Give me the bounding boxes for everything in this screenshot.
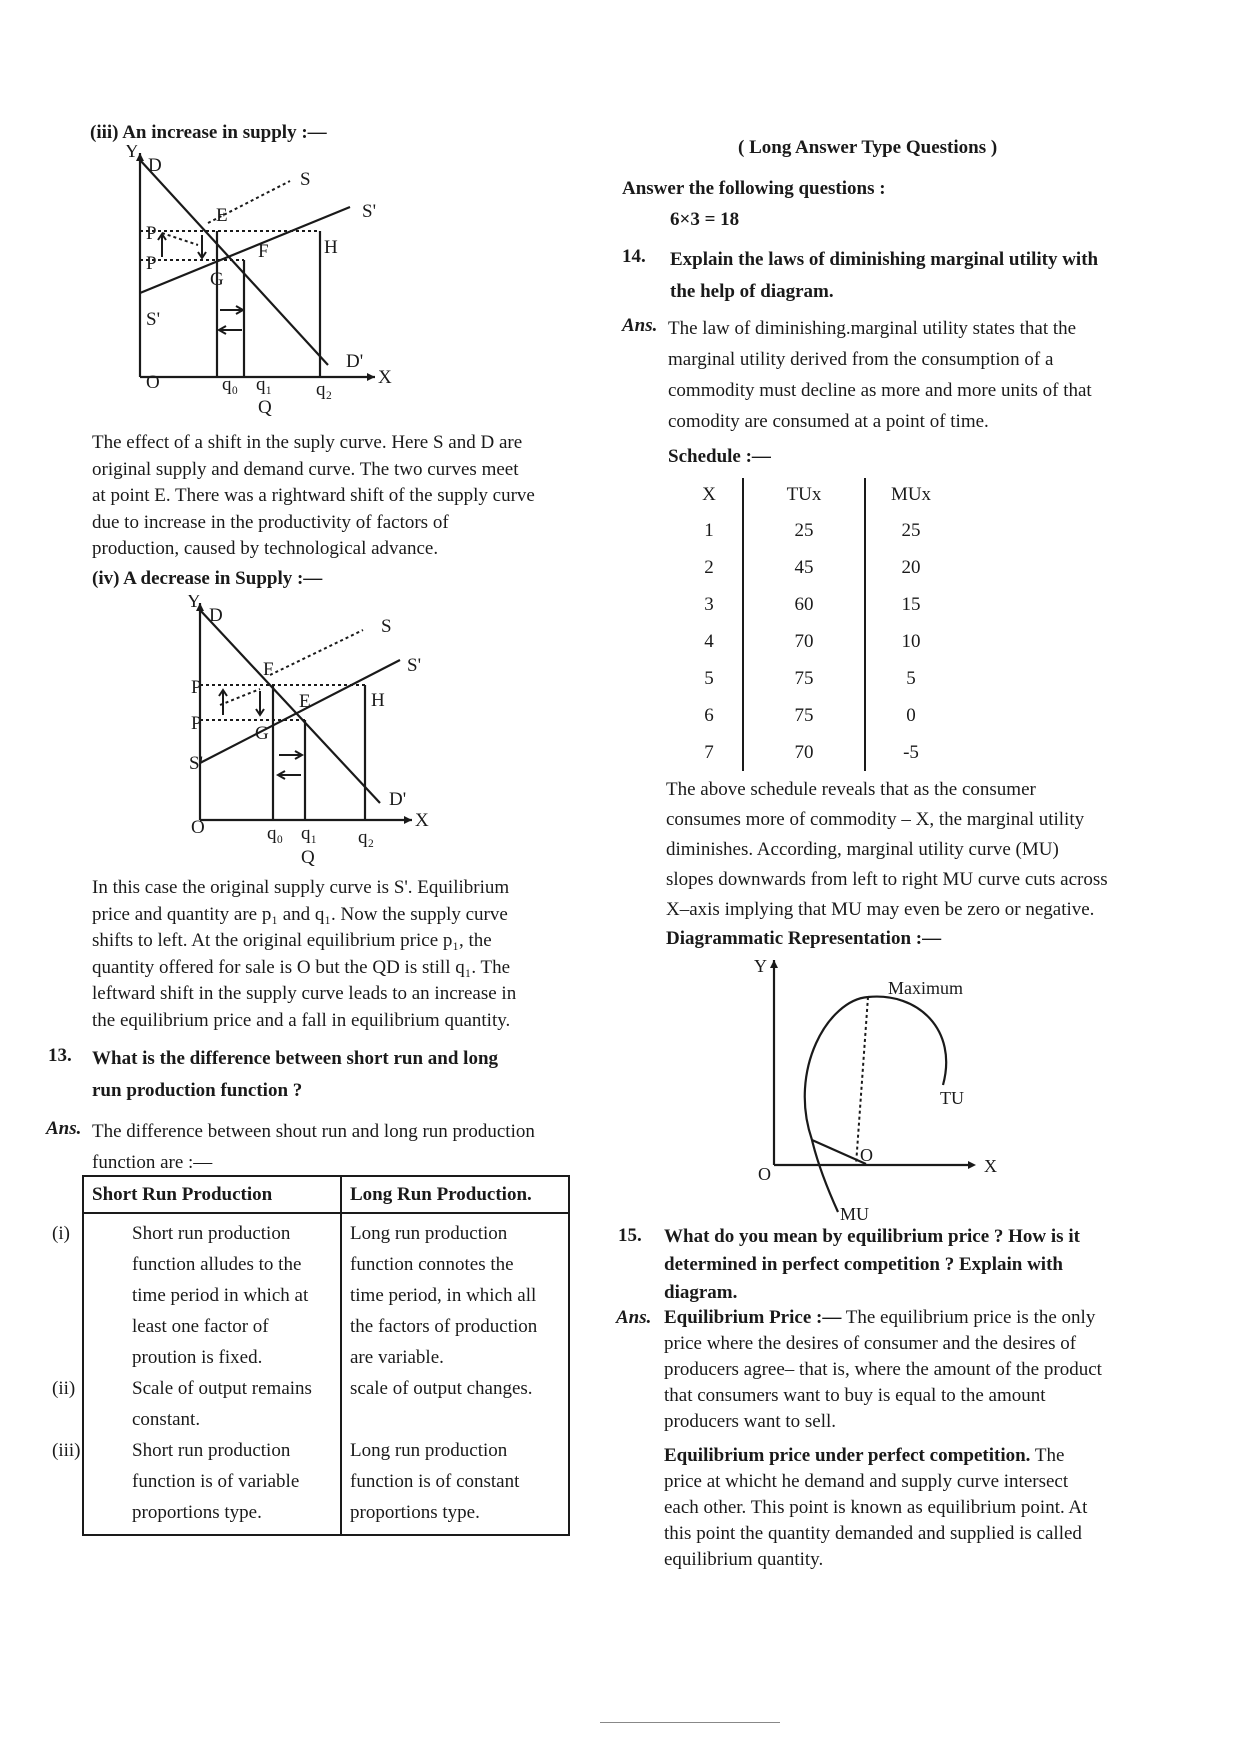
table-header-long-run: Long Run Production. <box>341 1176 569 1213</box>
cell-line: proportions type. <box>350 1502 480 1523</box>
table-cell: -5 <box>865 734 956 771</box>
question-13-text <box>92 1043 498 1107</box>
text-line: price where the desires of consumer and the desires of <box>664 1333 1077 1354</box>
table-row <box>676 549 956 586</box>
cell-line: are variable. <box>350 1347 444 1368</box>
g2-s-prime-label: S' <box>407 655 421 676</box>
text-line: comodity are consumed at a point of time. <box>668 411 989 432</box>
text-line: that consumers want to buy is equal to the amount <box>664 1385 1046 1406</box>
table-cell <box>341 1373 569 1435</box>
cell-line: least one factor of <box>132 1316 269 1337</box>
g2-q0-label: q₀ <box>267 823 284 844</box>
text-line: The <box>1030 1445 1065 1466</box>
text-line: The above schedule reveals that as the consumer <box>666 779 1036 800</box>
g1-h-label: H <box>324 237 338 258</box>
tu-zero-point-label: O <box>860 1145 873 1165</box>
table-cell <box>341 1213 569 1373</box>
g2-d-label: D <box>209 605 223 626</box>
table-cell: 70 <box>743 734 865 771</box>
cell-line: function alludes to the <box>132 1254 302 1275</box>
table-cell: 2 <box>704 556 714 578</box>
table-row <box>83 1435 569 1535</box>
text-line: the help of diagram. <box>670 281 834 302</box>
table-cell: 25 <box>743 512 865 549</box>
text-line: at point E. There was a rightward shift of the supply curve <box>92 485 535 506</box>
text-line: consumes more of commodity – X, the marginal utility <box>666 809 1085 830</box>
text-line: the equilibrium price and a fall in equilibrium quantity. <box>92 1009 511 1031</box>
g2-q2-label: q₂ <box>358 827 375 848</box>
tu-origin-label: O <box>758 1164 771 1184</box>
g1-x-label: X <box>378 367 392 388</box>
question-15-text <box>664 1223 1080 1307</box>
text-line: The effect of a shift in the suply curve. Here S and D are <box>92 432 523 453</box>
schedule-header-mux: MUx <box>865 478 956 512</box>
text-line: commodity must decline as more and more units of that <box>668 380 1092 401</box>
cell-line: Short run production <box>132 1440 291 1461</box>
g1-q-label: Q <box>258 397 272 418</box>
answer-13-label: Ans. <box>46 1118 82 1139</box>
cell-line: Long run production <box>350 1223 508 1244</box>
question-14-number: 14. <box>622 246 646 267</box>
g1-y-label: Y <box>125 145 139 162</box>
cell-line: the factors of production <box>350 1316 538 1337</box>
table-row <box>676 734 956 771</box>
table-row <box>676 697 956 734</box>
table-row <box>676 660 956 697</box>
table-row <box>676 623 956 660</box>
section-iv-heading: (iv) A decrease in Supply :— <box>92 568 323 589</box>
footer-divider <box>600 1722 780 1723</box>
perfect-competition-term: Equilibrium price under perfect competition. <box>664 1445 1031 1466</box>
tu-y-label: Y <box>754 956 767 976</box>
text-line: price at whicht he demand and supply curve intersect <box>664 1471 1069 1492</box>
text-line: each other. This point is known as equilibrium point. At <box>664 1497 1088 1518</box>
cell-line: proportions type. <box>132 1502 262 1523</box>
text-line: shifts to left. At the original equilibrium price p₁, the <box>92 930 492 951</box>
text-line: The law of diminishing.marginal utility states that the <box>668 318 1077 339</box>
g2-s-label: S <box>381 616 392 637</box>
table-row <box>83 1213 569 1373</box>
g2-h-label: H <box>371 690 385 711</box>
question-13-number: 13. <box>48 1045 72 1066</box>
text-line: What is the difference between short run and long <box>92 1048 499 1069</box>
table-cell: 70 <box>743 623 865 660</box>
marks-text: 6×3 = 18 <box>670 209 740 230</box>
g1-p0-label: P <box>146 223 157 244</box>
g1-s-prime-label: S' <box>362 201 376 222</box>
table-cell: 5 <box>704 667 714 689</box>
instruction-text: Answer the following questions : <box>622 178 886 199</box>
section-iii-heading: (iii) An increase in supply :— <box>90 122 327 143</box>
text-line: slopes downwards from left to right MU curve cuts across <box>666 869 1108 890</box>
table-cell <box>52 1373 341 1435</box>
table-cell: 75 <box>743 697 865 734</box>
cell-line: function is of variable <box>132 1471 300 1492</box>
g2-f-label: F <box>263 659 274 680</box>
text-line: In this case the original supply curve is S'. Equilibrium <box>92 877 510 898</box>
g1-s-label: S <box>300 169 311 190</box>
g2-s-lower-label: S' <box>189 753 203 774</box>
g2-p0-label: P <box>191 677 202 698</box>
supply-curve-s <box>270 630 363 675</box>
table-cell: 3 <box>704 593 714 615</box>
g2-e-label: E <box>299 691 311 712</box>
answer-15-text <box>664 1305 1102 1435</box>
g2-d-prime-label: D' <box>389 789 407 810</box>
schedule-header-x: X <box>702 484 716 505</box>
table-row <box>83 1373 569 1435</box>
table-cell: 7 <box>704 741 714 763</box>
text-line: X–axis implying that MU may even be zero or negative. <box>666 899 1095 920</box>
g2-p1-label: P <box>191 713 202 734</box>
cell-line: proution is fixed. <box>132 1347 263 1368</box>
cell-line: Scale of output remains <box>132 1378 312 1399</box>
graph-increase-in-supply <box>110 145 410 420</box>
g2-g-label: G <box>255 723 269 744</box>
text-line: due to increase in the productivity of factors of <box>92 511 449 533</box>
text-line: diagram. <box>664 1282 738 1303</box>
equilibrium-price-term: Equilibrium Price :— <box>664 1307 842 1328</box>
table-cell: 60 <box>743 586 865 623</box>
g1-d-label: D <box>148 155 162 176</box>
text-line: this point the quantity demanded and supplied is called <box>664 1523 1082 1544</box>
g2-o-label: O <box>191 817 205 838</box>
production-difference-table <box>52 1175 570 1536</box>
mu-label: MU <box>840 1204 870 1222</box>
table-cell: 1 <box>704 519 714 541</box>
text-line: run production function ? <box>92 1080 303 1101</box>
text-line: determined in perfect competition ? Explain with <box>664 1254 1063 1275</box>
g1-e-label: E <box>216 205 228 226</box>
text-line: producers agree– that is, where the amount of the product <box>664 1359 1102 1380</box>
text-line: quantity offered for sale is O but the QD is still q₁. The <box>92 956 511 978</box>
table-row <box>676 586 956 623</box>
schedule-header-tux: TUx <box>743 478 865 512</box>
graph-decrease-in-supply <box>175 595 460 870</box>
g1-s-lower-label: S' <box>146 309 160 330</box>
answer-14-label: Ans. <box>622 315 658 336</box>
text-line: price and quantity are p₁ and q₁. Now the supply curve <box>92 903 508 925</box>
table-cell: 20 <box>865 549 956 586</box>
table-cell: 0 <box>865 697 956 734</box>
g2-q-label: Q <box>301 847 315 868</box>
row-number: (i) <box>52 1223 70 1244</box>
table-cell: 4 <box>704 630 714 652</box>
cell-line: scale of output changes. <box>350 1378 533 1399</box>
cell-line: Short run production <box>132 1223 291 1244</box>
table-cell: 75 <box>743 660 865 697</box>
table-cell: 45 <box>743 549 865 586</box>
cell-line: time period, in which all <box>350 1285 537 1306</box>
g1-d-prime-label: D' <box>346 351 364 372</box>
g1-q0-label: q₀ <box>222 374 239 395</box>
answer-14-text <box>668 313 1092 437</box>
text-line: equilibrium quantity. <box>664 1549 824 1570</box>
table-cell: 10 <box>865 623 956 660</box>
tu-curve <box>805 997 946 1212</box>
section-title: ( Long Answer Type Questions ) <box>738 137 998 158</box>
g2-q1-label: q₁ <box>301 823 318 844</box>
tu-x-label: X <box>984 1156 997 1176</box>
tu-mu-diagram <box>748 950 1018 1222</box>
row-number: (ii) <box>52 1378 76 1399</box>
schedule-label: Schedule :— <box>668 446 771 467</box>
table-cell <box>52 1213 341 1373</box>
row-number: (iii) <box>52 1440 81 1461</box>
answer-15-label: Ans. <box>616 1307 652 1328</box>
g1-q2-label: q₂ <box>316 379 333 400</box>
g1-g-label: G <box>210 269 224 290</box>
answer-13-text <box>92 1116 535 1178</box>
text-line: leftward shift in the supply curve leads to an increase in <box>92 983 517 1004</box>
g1-p1-label: P <box>146 253 157 274</box>
utility-schedule-table <box>676 478 956 771</box>
table-cell <box>341 1435 569 1535</box>
text-line: What do you mean by equilibrium price ? How is it <box>664 1226 1080 1247</box>
table-cell: 15 <box>865 586 956 623</box>
g2-y-label: Y <box>187 595 201 612</box>
question-15-number: 15. <box>618 1225 642 1246</box>
text-line: function are :— <box>92 1152 213 1173</box>
table-cell: 6 <box>704 704 714 726</box>
text-line: producers want to sell. <box>664 1411 837 1432</box>
g1-q1-label: q₁ <box>256 374 273 395</box>
schedule-explanation <box>666 775 1108 925</box>
table-cell: 25 <box>865 512 956 549</box>
table-cell: 5 <box>865 660 956 697</box>
g2-x-label: X <box>415 810 429 831</box>
text-line: original supply and demand curve. The two curves meet <box>92 458 519 480</box>
g1-f-label: F <box>258 241 269 262</box>
text-line: marginal utility derived from the consumption of a <box>668 349 1054 370</box>
question-14-text <box>670 244 1098 308</box>
text-line: Explain the laws of diminishing marginal utility with <box>670 249 1099 270</box>
diagram-heading: Diagrammatic Representation :— <box>666 928 942 949</box>
table-row <box>676 512 956 549</box>
cell-line: function is of constant <box>350 1471 520 1492</box>
cell-line: constant. <box>132 1409 201 1430</box>
tu-label: TU <box>940 1088 964 1108</box>
g1-o-label: O <box>146 372 160 393</box>
cell-line: function connotes the <box>350 1254 514 1275</box>
cell-line: time period in which at <box>132 1285 309 1306</box>
text-line: production, caused by technological advance. <box>92 538 439 559</box>
text-line: diminishes. According, marginal utility curve (MU) <box>666 839 1059 860</box>
table-header-short-run: Short Run Production <box>83 1176 341 1213</box>
text-line: The equilibrium price is the only <box>841 1307 1096 1328</box>
demand-curve-d <box>140 160 328 365</box>
maximum-label: Maximum <box>888 978 963 998</box>
paragraph-increase-supply <box>92 430 535 563</box>
answer-15-perfect-competition <box>664 1443 1087 1573</box>
paragraph-decrease-supply <box>92 875 516 1034</box>
text-line: The difference between shout run and long run production <box>92 1121 535 1142</box>
cell-line: Long run production <box>350 1440 508 1461</box>
table-cell <box>52 1435 341 1535</box>
